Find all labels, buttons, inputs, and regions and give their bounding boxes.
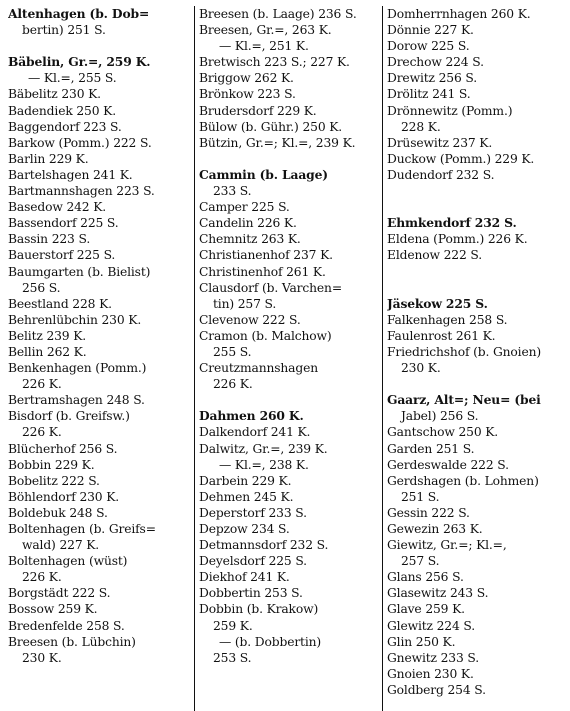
index-entry-continuation: 256 S.: [22, 280, 61, 295]
index-column-3: [382, 6, 564, 711]
index-entry: Bartelshagen 241 K.: [8, 167, 133, 182]
index-entry: Bartmannshagen 223 S.: [8, 184, 155, 199]
index-entry: Boltenhagen (b. Greifs=: [8, 522, 156, 536]
index-entry: Boltenhagen (wüst): [8, 554, 128, 569]
index-entry: Bäbelitz 230 K.: [8, 87, 101, 102]
spacer: [387, 264, 560, 280]
index-entry: Böhlendorf 230 K.: [8, 489, 120, 504]
index-entry: Diekhof 241 K.: [199, 570, 290, 585]
index-entry: Bassin 223 S.: [8, 232, 91, 247]
index-entry: Dalkendorf 241 K.: [199, 425, 311, 440]
index-entry-continuation: wald) 227 K.: [22, 538, 100, 553]
index-entry: Glasewitz 243 S.: [387, 586, 489, 601]
index-entry: Gewezin 263 K.: [387, 522, 483, 536]
index-entry: Blücherhof 256 S.: [8, 441, 118, 456]
index-entry: Barlin 229 K.: [8, 151, 89, 166]
index-entry: Eldena (Pomm.) 226 K.: [387, 232, 528, 247]
index-entry: Boldebuk 248 S.: [8, 505, 108, 520]
index-entry: Domherrnhagen 260 K.: [387, 7, 531, 21]
index-entry: Eldenow 222 S.: [387, 248, 482, 263]
index-entry: Bassendorf 225 S.: [8, 216, 119, 231]
index-entry-continuation: — (b. Dobbertin): [219, 634, 322, 649]
index-entry: Bisdorf (b. Greifsw.): [8, 409, 130, 424]
index-entry: Cramon (b. Malchow): [199, 328, 332, 343]
spacer: [387, 199, 560, 215]
index-entry: Garden 251 S.: [387, 441, 475, 456]
index-entry: Clevenow 222 S.: [199, 312, 301, 327]
index-entry: Glin 250 K.: [387, 634, 456, 649]
index-entry-continuation: 230 K.: [401, 361, 441, 376]
index-entry-continuation: — Kl.=, 251 K.: [219, 39, 309, 54]
index-entry: Camper 225 S.: [199, 200, 290, 215]
index-entry: Benkenhagen (Pomm.): [8, 361, 147, 376]
spacer: [199, 151, 378, 167]
index-entry-continuation: 257 S.: [401, 554, 440, 569]
index-entry-continuation: 259 K.: [213, 618, 253, 633]
index-entry: Candelin 226 K.: [199, 216, 297, 231]
index-entry: Behrenlübchin 230 K.: [8, 312, 142, 327]
index-entry: Jäsekow 225 S.: [387, 295, 488, 311]
index-entry: Creutzmannshagen: [199, 361, 318, 376]
index-entry: Bützin, Gr.=; Kl.=, 239 K.: [199, 135, 356, 150]
index-entry-continuation: 230 K.: [22, 650, 62, 665]
index-entry: Dobbertin 253 S.: [199, 586, 303, 601]
spacer: [8, 38, 190, 54]
index-entry-continuation: 228 K.: [401, 119, 441, 134]
index-entry: Gnoien 230 K.: [387, 666, 474, 681]
spacer: [387, 376, 560, 392]
index-entry: Gerdeswalde 222 S.: [387, 457, 509, 472]
index-entry: Darbein 229 K.: [199, 473, 292, 488]
index-entry: Baggendorf 223 S.: [8, 119, 122, 134]
index-entry: Dorow 225 S.: [387, 39, 470, 54]
index-entry: Belitz 239 K.: [8, 328, 87, 343]
index-entry-continuation: 255 S.: [213, 344, 252, 359]
index-entry: Bäbelin, Gr.=, 259 K.: [8, 54, 151, 70]
index-entry: Dalwitz, Gr.=, 239 K.: [199, 441, 328, 456]
index-entry: Gantschow 250 K.: [387, 425, 499, 440]
index-entry: Brudersdorf 229 K.: [199, 103, 317, 118]
index-entry: Bertramshagen 248 S.: [8, 393, 145, 408]
index-entry-continuation: 253 S.: [213, 650, 252, 665]
index-entry: Barkow (Pomm.) 222 S.: [8, 135, 152, 150]
index-entry: Bredenfelde 258 S.: [8, 618, 125, 633]
index-entry: Bretwisch 223 S.; 227 K.: [199, 55, 350, 70]
index-entry: Duckow (Pomm.) 229 K.: [387, 151, 535, 166]
index-entry: Glave 259 K.: [387, 602, 465, 617]
index-entry: Briggow 262 K.: [199, 71, 294, 86]
index-entry: Bobelitz 222 S.: [8, 473, 100, 488]
index-entry-continuation: 233 S.: [213, 184, 252, 199]
index-column-2: [194, 6, 382, 711]
index-entry: Bobbin 229 K.: [8, 457, 95, 472]
index-entry: Dönnie 227 K.: [387, 23, 474, 38]
index-entry: Drönnewitz (Pomm.): [387, 103, 513, 118]
index-entry: Deperstorf 233 S.: [199, 505, 307, 520]
index-entry: Ehmkendorf 232 S.: [387, 215, 517, 231]
index-entry: Gaarz, Alt=; Neu= (bei: [387, 392, 541, 408]
index-entry: Depzow 234 S.: [199, 522, 290, 536]
index-entry: Borgstädt 222 S.: [8, 586, 111, 601]
index-entry: Brönkow 223 S.: [199, 87, 296, 102]
index-entry: Gnewitz 233 S.: [387, 650, 479, 665]
index-column-1: [4, 6, 194, 711]
index-entry-continuation: Jabel) 256 S.: [401, 409, 479, 424]
index-entry-continuation: 226 K.: [22, 570, 62, 585]
index-entry: Detmannsdorf 232 S.: [199, 538, 329, 553]
spacer: [387, 183, 560, 199]
index-entry: Dobbin (b. Krakow): [199, 602, 319, 617]
index-entry-continuation: 226 K.: [22, 425, 62, 440]
index-entry: Altenhagen (b. Dob=: [8, 6, 150, 21]
index-entry-continuation: 251 S.: [401, 489, 440, 504]
index-entry: Drölitz 241 S.: [387, 87, 471, 102]
index-entry: Bellin 262 K.: [8, 344, 87, 359]
index-entry: Badendiek 250 K.: [8, 103, 116, 118]
index-entry: Drüsewitz 237 K.: [387, 135, 493, 150]
index-entry: Clausdorf (b. Varchen=: [199, 280, 342, 295]
index-entry: Basedow 242 K.: [8, 200, 107, 215]
index-entry: Falkenhagen 258 S.: [387, 312, 508, 327]
index-entry: Beestland 228 K.: [8, 296, 112, 311]
index-entry: Christinenhof 261 K.: [199, 264, 326, 279]
index-entry: Drewitz 256 S.: [387, 71, 477, 86]
index-entry: Deyelsdorf 225 S.: [199, 554, 307, 569]
index-entry: Breesen (b. Laage) 236 S.: [199, 7, 357, 21]
index-entry: Breesen, Gr.=, 263 K.: [199, 23, 332, 38]
index-entry: Bossow 259 K.: [8, 602, 98, 617]
index-entry-continuation: tin) 257 S.: [213, 296, 277, 311]
index-entry: Glewitz 224 S.: [387, 618, 475, 633]
index-entry-continuation: 226 K.: [22, 377, 62, 392]
index-entry: Cammin (b. Laage): [199, 166, 328, 182]
index-entry: Friedrichshof (b. Gnoien): [387, 344, 542, 359]
index-entry: Breesen (b. Lübchin): [8, 634, 136, 649]
index-entry: Gessin 222 S.: [387, 505, 470, 520]
index-entry-continuation: 226 K.: [213, 377, 253, 392]
index-entry: Dudendorf 232 S.: [387, 167, 495, 182]
spacer: [387, 280, 560, 296]
index-entry: Giewitz, Gr.=; Kl.=,: [387, 538, 507, 553]
index-entry-continuation: bertin) 251 S.: [22, 23, 106, 38]
index-entry: Glans 256 S.: [387, 570, 464, 585]
index-entry: Dahmen 260 K.: [199, 408, 304, 424]
index-entry: Gerdshagen (b. Lohmen): [387, 473, 539, 488]
index-entry-continuation: — Kl.=, 255 S.: [28, 71, 117, 86]
spacer: [199, 392, 378, 408]
index-entry: Faulenrost 261 K.: [387, 328, 496, 343]
index-entry-continuation: — Kl.=, 238 K.: [219, 457, 309, 472]
index-entry: Bauerstorf 225 S.: [8, 248, 116, 263]
index-entry: Baumgarten (b. Bielist): [8, 264, 151, 279]
index-entry: Dehmen 245 K.: [199, 489, 294, 504]
index-entry: Bülow (b. Gühr.) 250 K.: [199, 119, 343, 134]
index-entry: Drechow 224 S.: [387, 55, 484, 70]
index-entry: Goldberg 254 S.: [387, 682, 486, 697]
index-entry: Chemnitz 263 K.: [199, 232, 301, 247]
index-entry: Christianenhof 237 K.: [199, 248, 333, 263]
